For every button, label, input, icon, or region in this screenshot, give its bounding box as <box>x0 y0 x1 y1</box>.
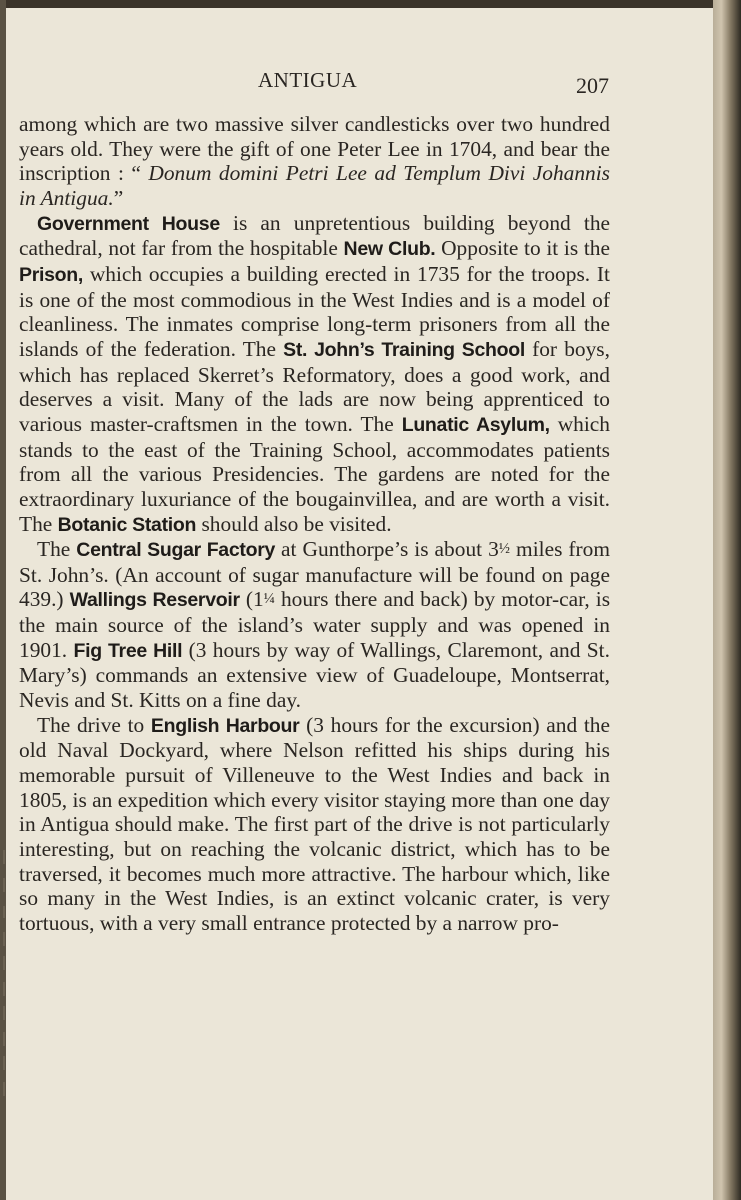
text-run: (3 hours for the excursion) and the old Naval Dockyard, where Nelson refitted his ships during his memorable pursuit of Villeneuve to the West Indies and back in 1805, is an expedition which every visitor staying more than one day in Antigua should make. The first part of the drive is not particularly interesting, but on reaching the volcanic district, which has to be traversed, it becomes much more attractive. The harbour which, like so many in the West Indies, is an extinct volcanic crater, is very tortuous, with a very small entrance protected by a narrow pro- <box>19 712 611 935</box>
scan-top-edge <box>0 0 741 8</box>
text-run: Opposite to it is the <box>435 236 610 261</box>
italic-inscription: Donum domini Petri Lee ad Templum Divi Johannis in Antigua. <box>19 161 610 210</box>
gutter-marks <box>3 850 11 1110</box>
text-run: (1 <box>239 587 264 612</box>
running-title: ANTIGUA <box>258 68 358 92</box>
bold-place-name: St. John’s Training School <box>283 338 525 361</box>
text-run: is an unpretentious building beyond the cathedral, not far from the hospitable <box>19 210 611 261</box>
text-run: The drive to <box>37 712 151 737</box>
paragraph <box>19 112 610 211</box>
body-text <box>19 112 610 936</box>
fraction: ½ <box>498 541 511 558</box>
paragraph <box>19 713 610 936</box>
text-run: (3 hours by way of Wallings, Claremont, and St. Mary’s) commands an extensive view of Guadeloupe, Montserrat, Nevis and St. Kitts on a fine day. <box>19 637 610 713</box>
book-fore-edge <box>713 0 741 1200</box>
bold-place-name: New Club. <box>343 238 436 261</box>
bold-place-name: Botanic Station <box>57 513 197 536</box>
text-run: among which are two massive silver candlesticks over two hundred years old. They were the gift of one Peter Lee in 1704, and bear the inscription : “ <box>19 112 610 186</box>
text-run: should also be visited. <box>196 511 392 536</box>
text-run: which occupies a building erected in 1735 for the troops. It is one of the most commodious in the West Indies and is a model of cleanliness. The inmates comprise long-term prisoners from all the islands of the federation. The <box>19 261 610 361</box>
text-run: miles from St. John’s. (An account of sugar manufacture will be found on page 439.) <box>19 537 610 612</box>
bold-place-name: Fig Tree Hill <box>73 639 183 662</box>
text-run: hours there and back) by motor-car, is the main source of the island’s water supply and was opened in 1901. <box>19 587 611 662</box>
paragraph <box>19 537 610 713</box>
bold-place-name: Wallings Reservoir <box>69 589 240 612</box>
fraction: ¼ <box>263 591 275 608</box>
page-number: 207 <box>576 73 609 98</box>
text-run: ” <box>113 185 124 210</box>
bold-place-name: Central Sugar Factory <box>76 539 276 562</box>
text-run: The <box>37 537 77 562</box>
text-run: for boys, which has replaced Skerret’s Reformatory, does a good work, and deserves a visit. Many of the lads are now being apprenticed to various master-craftsmen in the town. The <box>19 336 610 436</box>
text-run: at Gunthorpe’s is about 3 <box>275 537 499 562</box>
running-header <box>0 65 741 98</box>
paragraph <box>19 211 610 538</box>
bold-place-name: Prison, <box>19 263 83 286</box>
text-run: which stands to the east of the Training School, accommodates patients from all the various Presidencies. The gardens are noted for the extraordinary luxuriance of the bougainvillea, and are worth a visit. The <box>19 411 610 536</box>
bold-place-name: Government House <box>37 212 220 235</box>
bold-place-name: Lunatic Asylum, <box>401 413 550 436</box>
bold-place-name: English Harbour <box>150 714 300 737</box>
